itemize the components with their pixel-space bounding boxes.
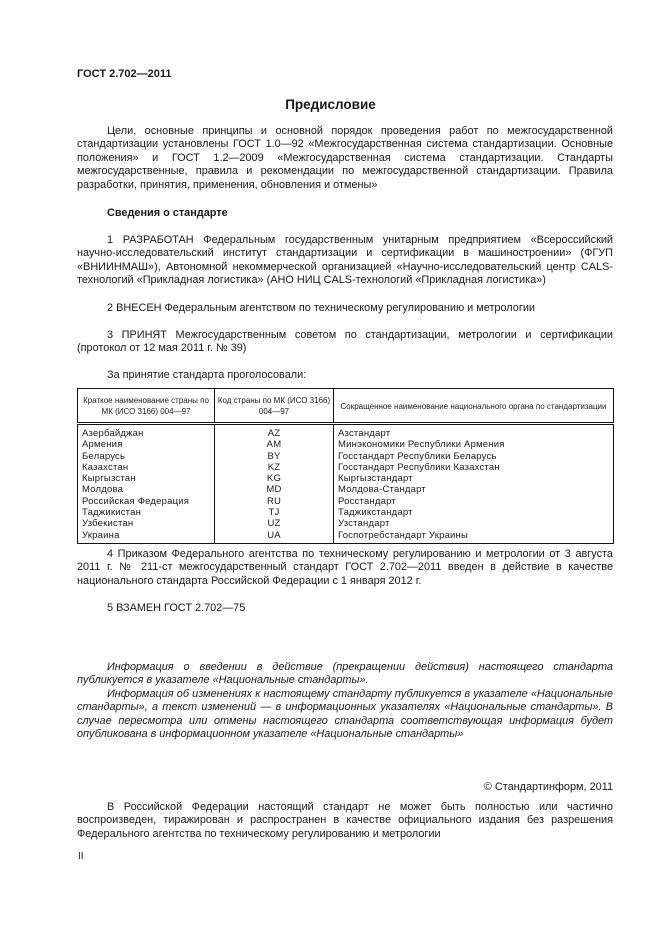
section-heading: Сведения о стандарте: [107, 207, 228, 219]
table-row: [78, 439, 614, 450]
table-row: [78, 473, 614, 484]
item-5-text: 5 ВЗАМЕН ГОСТ 2.702—75: [107, 602, 246, 614]
country-cell: Узбекистан: [78, 518, 215, 529]
country-cell: Молдова: [78, 484, 215, 495]
country-cell: Украина: [78, 530, 215, 544]
info-paragraph-1: [77, 661, 613, 688]
table-row: [78, 424, 614, 440]
vote-intro: За принятие стандарта проголосовали:: [107, 369, 307, 381]
country-cell: Беларусь: [78, 451, 215, 462]
table-row: [78, 451, 614, 462]
body-cell: Росстандарт: [334, 496, 614, 507]
legal-text: В Российской Федерации настоящий стандарт не может быть полностью или частично воспроизведен, тиражирован и распространен в качестве официального издания без разрешения Федерального агентства по техническому регулированию и метрологии: [77, 801, 613, 840]
code-cell: TJ: [215, 507, 334, 518]
intro-text: Цели, основные принципы и основной порядок проведения работ по межгосударственной стандартизации установлены ГОСТ 1.0—92 «Межгосударственная система стандартизации. Основные положения» и ГОСТ 1.2—2009 «Межгосударственная система стандартизации. Стандарты межгосударственные, правила и рекомендации по межгосударственной стандартизации. Правила разработки, принятия, применения, обновления и отмены»: [77, 125, 613, 191]
country-cell: Кыргызстан: [78, 473, 215, 484]
code-cell: AM: [215, 439, 334, 450]
code-cell: MD: [215, 484, 334, 495]
item-3-text: 3 ПРИНЯТ Межгосударственным советом по стандартизации, метрологии и сертификации (протокол от 12 мая 2011 г. № 39): [77, 329, 613, 355]
code-cell: AZ: [215, 424, 334, 440]
country-cell: Российская Федерация: [78, 496, 215, 507]
code-cell: UZ: [215, 518, 334, 529]
item-1-paragraph: [77, 234, 613, 288]
item-2-text: 2 ВНЕСЕН Федеральным агентством по техническому регулированию и метрологии: [107, 302, 535, 314]
body-cell: Кыргызстандарт: [334, 473, 614, 484]
country-cell: Казахстан: [78, 462, 215, 473]
intro-paragraph: [77, 125, 613, 192]
table-row: [78, 507, 614, 518]
body-cell: Молдова-Стандарт: [334, 484, 614, 495]
item-2-paragraph: [77, 302, 613, 315]
body-cell: Госстандарт Республики Казахстан: [334, 462, 614, 473]
table-row: [78, 462, 614, 473]
code-cell: UA: [215, 530, 334, 544]
body-cell: Минэкономики Республики Армения: [334, 439, 614, 450]
copyright-notice: © Стандартинформ, 2011: [483, 781, 613, 793]
item-4-text: 4 Приказом Федерального агентства по техническому регулированию и метрологии от 3 августа 2011 г. № 211-ст межгосударственный стандарт ГОСТ 2.702—2011 введен в действие в качестве национального стандарта Российской Федерации с 1 января 2012 г.: [77, 548, 613, 587]
body-cell: Госстандарт Республики Беларусь: [334, 451, 614, 462]
column-header-body: Сокращенное наименование национального органа по стандартизации: [334, 389, 614, 424]
item-4-paragraph: [77, 548, 613, 588]
info-text-1: Информация о введении в действие (прекращении действия) настоящего стандарта публикуется в указателе «Национальные стандарты».: [77, 661, 613, 687]
body-cell: Госпотребстандарт Украины: [334, 530, 614, 544]
table-header-row: [78, 389, 614, 424]
table-row: [78, 496, 614, 507]
table-row: [78, 484, 614, 495]
page-title: Предисловие: [285, 97, 376, 112]
page-number: II: [78, 851, 84, 862]
document-id-header: ГОСТ 2.702—2011: [77, 68, 172, 80]
voting-table: [77, 388, 614, 544]
info-text-2: Информация об изменениях к настоящему стандарту публикуется в указателе «Национальные стандарты», а текст изменений — в информационных указателях «Национальные стандарты». В случае пересмотра или отмены настоящего стандарта соответствующая информация будет опубликована в информационном указателе «Национальные стандарты»: [77, 688, 613, 741]
code-cell: KG: [215, 473, 334, 484]
code-cell: BY: [215, 451, 334, 462]
body-cell: Азстандарт: [334, 424, 614, 440]
country-cell: Армения: [78, 439, 215, 450]
body-cell: Таджикстандарт: [334, 507, 614, 518]
body-cell: Узстандарт: [334, 518, 614, 529]
column-header-country: Краткое наименование страны по МК (ИСО 3166) 004—97: [78, 389, 215, 424]
column-header-code: Код страны по МК (ИСО 3166) 004—97: [215, 389, 334, 424]
table-row: [78, 518, 614, 529]
table-row: [78, 530, 614, 544]
legal-paragraph: [77, 801, 613, 841]
country-cell: Азербайджан: [78, 424, 215, 440]
code-cell: KZ: [215, 462, 334, 473]
item-3-paragraph: [77, 329, 613, 356]
code-cell: RU: [215, 496, 334, 507]
info-paragraph-2: [77, 688, 613, 742]
item-1-text: 1 РАЗРАБОТАН Федеральным государственным унитарным предприятием «Всероссийский научно-исследовательский институт стандартизации и сертификации в машиностроении» (ФГУП «ВНИИНМАШ»), Автономной некоммерческой организацией «Научно-исследовательский центр CALS-технологий «Прикладная логистика» (АНО НИЦ CALS-технологий «Прикладная логистика»): [77, 234, 613, 287]
country-cell: Таджикистан: [78, 507, 215, 518]
